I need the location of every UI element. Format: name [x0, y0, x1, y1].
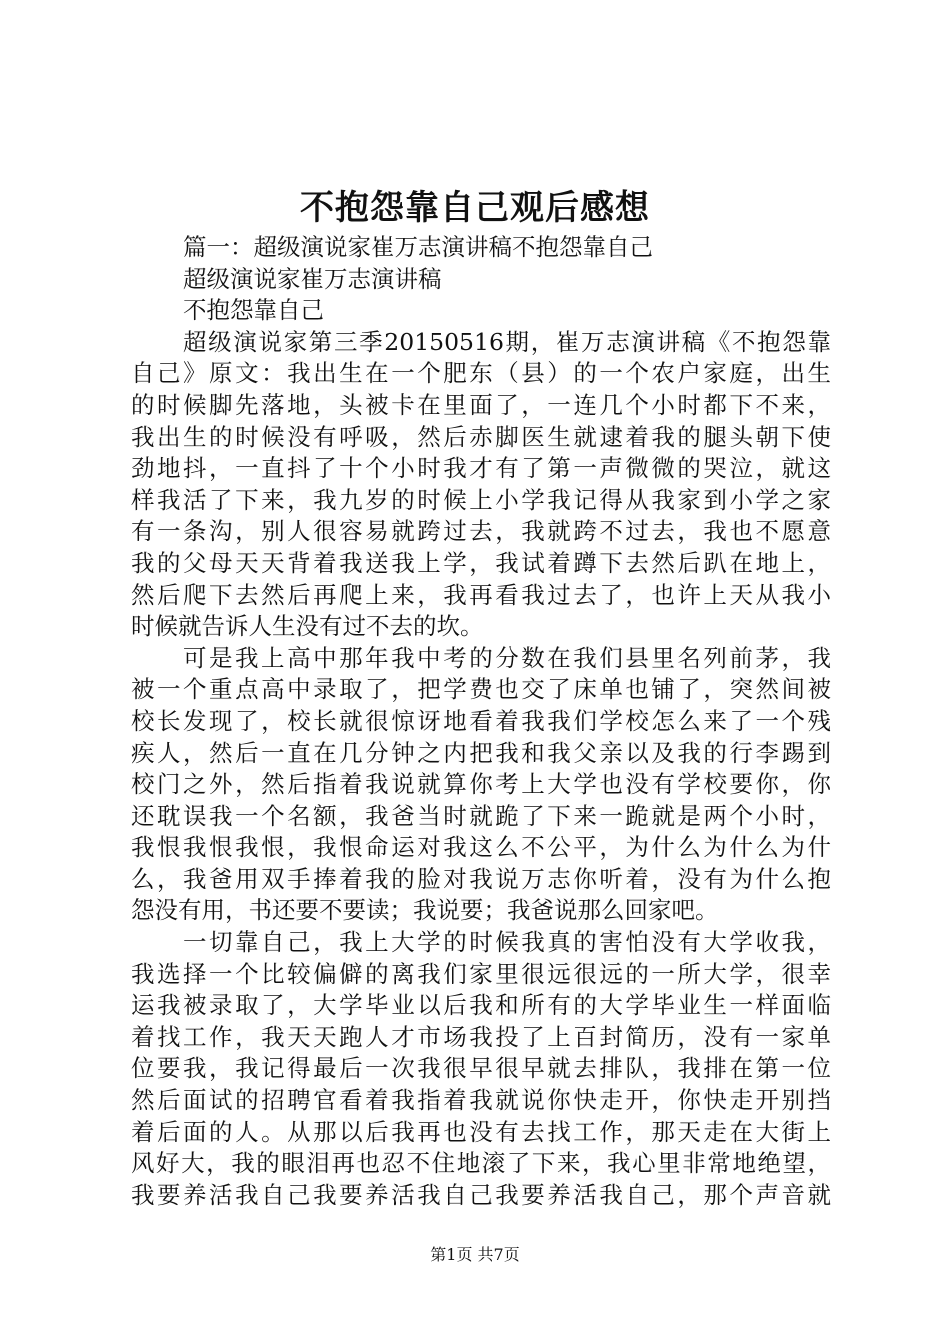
body-line: 然后面试的招聘官看着我指着我就说你快走开，你快走开别挡 — [131, 1086, 831, 1115]
body-line: 运我被录取了，大学毕业以后我和所有的大学毕业生一样面临 — [131, 991, 831, 1020]
body-line: 风好大，我的眼泪再也忍不住地滚了下来，我心里非常地绝望， — [131, 1149, 831, 1178]
body-line: 有一条沟，别人很容易就跨过去，我就跨不过去，我也不愿意 — [131, 517, 831, 546]
body-line: 校长发现了，校长就很惊讶地看着我我们学校怎么来了一个残 — [131, 706, 831, 735]
body-line: 怨没有用，书还要不要读；我说要；我爸说那么回家吧。 — [131, 896, 719, 925]
body-line: 自己》原文：我出生在一个肥东（县）的一个农户家庭，出生 — [131, 359, 831, 388]
body-line: 我要养活我自己我要养活我自己我要养活我自己，那个声音就 — [131, 1180, 831, 1209]
body-line: 时候就告诉人生没有过不去的坎。 — [131, 612, 484, 641]
body-line: 样我活了下来，我九岁的时候上小学我记得从我家到小学之家 — [131, 485, 831, 514]
document-title: 不抱怨靠自己观后感想 — [300, 188, 650, 228]
body-line: 着后面的人。从那以后我再也没有去找工作，那天走在大街上 — [131, 1117, 831, 1146]
body-line: 我选择一个比较偏僻的离我们家里很远很远的一所大学，很幸 — [131, 959, 831, 988]
body-line: 超级演说家第三季20150516期，崔万志演讲稿《不抱怨靠 — [183, 327, 831, 356]
body-line: 超级演说家崔万志演讲稿 — [183, 264, 442, 293]
body-line: 我恨我恨我恨，我恨命运对我这么不公平，为什么为什么为什 — [131, 833, 831, 862]
page-footer: 第1页 共7页 — [430, 1245, 520, 1264]
body-line: 位要我，我记得最后一次我很早很早就去排队，我排在第一位 — [131, 1054, 831, 1083]
body-line: 疾人，然后一直在几分钟之内把我和我父亲以及我的行李踢到 — [131, 738, 831, 767]
body-line: 么，我爸用双手捧着我的脸对我说万志你听着，没有为什么抱 — [131, 864, 831, 893]
body-line: 的时候脚先落地，头被卡在里面了，一连几个小时都下不来， — [131, 390, 831, 419]
document-body — [131, 232, 831, 1211]
body-line: 被一个重点高中录取了，把学费也交了床单也铺了，突然间被 — [131, 675, 831, 704]
body-line: 劲地抖，一直抖了十个小时我才有了第一声微微的哭泣，就这 — [131, 454, 831, 483]
body-line: 着找工作，我天天跑人才市场我投了上百封简历，没有一家单 — [131, 1022, 831, 1051]
body-line: 校门之外，然后指着我说就算你考上大学也没有学校要你，你 — [131, 770, 831, 799]
body-line: 我的父母天天背着我送我上学，我试着蹲下去然后趴在地上， — [131, 548, 831, 577]
body-line: 我出生的时候没有呼吸，然后赤脚医生就逮着我的腿头朝下使 — [131, 422, 831, 451]
body-line: 可是我上高中那年我中考的分数在我们县里名列前茅，我 — [183, 643, 831, 672]
body-line: 不抱怨靠自己 — [183, 296, 324, 325]
body-line: 篇一：超级演说家崔万志演讲稿不抱怨靠自己 — [183, 233, 653, 261]
body-line: 然后爬下去然后再爬上来，我再看我过去了，也许上天从我小 — [131, 580, 831, 609]
body-line: 一切靠自己，我上大学的时候我真的害怕没有大学收我， — [183, 928, 831, 957]
body-line: 还耽误我一个名额，我爸当时就跪了下来一跪就是两个小时， — [131, 801, 831, 830]
